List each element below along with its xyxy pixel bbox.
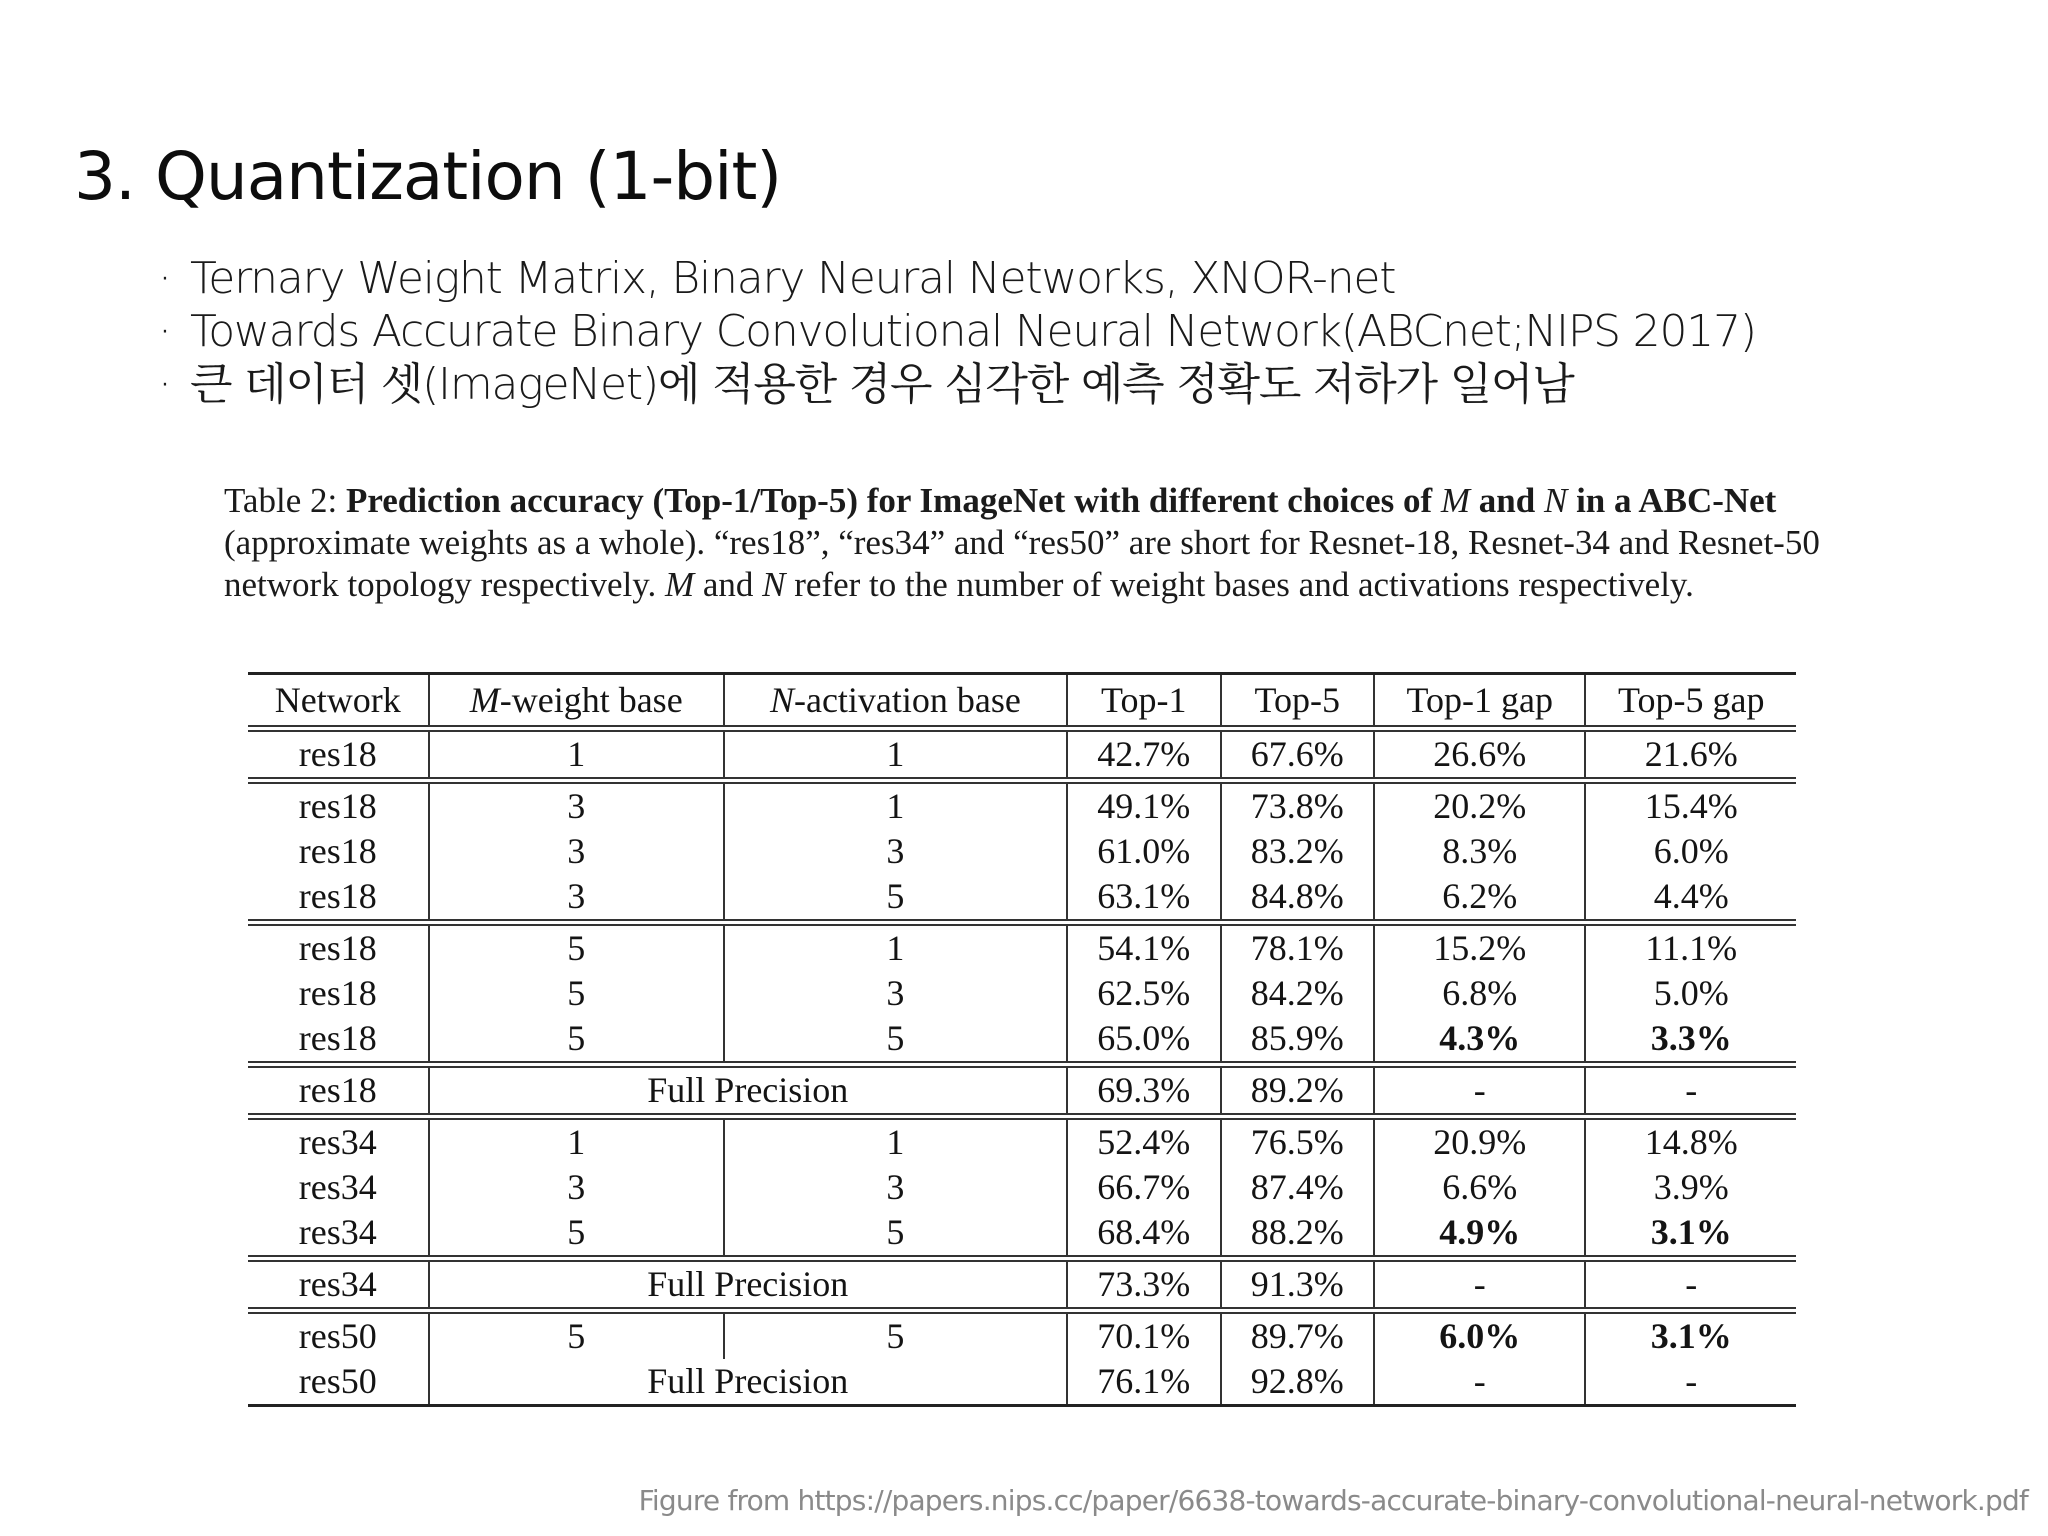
cell-top5-gap: - <box>1585 1359 1796 1406</box>
cell-top5-gap: 4.4% <box>1585 874 1796 923</box>
header-row <box>248 674 1796 729</box>
cell-top5-gap: 14.8% <box>1585 1117 1796 1166</box>
cell-top5-gap: 6.0% <box>1585 829 1796 874</box>
table-row <box>248 1311 1796 1360</box>
cell-top1: 66.7% <box>1067 1165 1221 1210</box>
cell-top1: 62.5% <box>1067 971 1221 1016</box>
results-table-wrapper <box>248 672 1796 1407</box>
cell-top5: 88.2% <box>1221 1210 1375 1259</box>
n-header-text: -activation base <box>793 679 1021 720</box>
bullet-list <box>158 252 1756 411</box>
m-header-text: -weight base <box>499 679 683 720</box>
cell-top1: 61.0% <box>1067 829 1221 874</box>
cell-n-activation-base: 5 <box>724 1016 1067 1065</box>
cell-top1: 49.1% <box>1067 781 1221 830</box>
table-group <box>248 923 1796 1065</box>
cell-network: res34 <box>298 1264 377 1304</box>
bullet-item <box>158 305 1756 358</box>
cell-n-activation-base: 5 <box>724 1311 1067 1360</box>
table-row <box>248 829 1796 874</box>
cell-top5: 78.1% <box>1221 923 1375 972</box>
table-group <box>248 781 1796 923</box>
cell-network: res18 <box>298 973 377 1013</box>
table-group <box>248 1065 1796 1117</box>
bullet-item <box>158 358 1756 411</box>
cell-top1-gap: - <box>1374 1065 1585 1117</box>
cell-top1-gap: - <box>1374 1259 1585 1311</box>
cell-m-weight-base: 3 <box>429 781 724 830</box>
cell-network: res18 <box>298 928 377 968</box>
table-group <box>248 1311 1796 1406</box>
cell-m-weight-base: 1 <box>429 729 724 781</box>
table-row <box>248 1065 1796 1117</box>
cell-n-activation-base: 1 <box>724 923 1067 972</box>
cell-full-precision: Full Precision <box>429 1359 1067 1406</box>
cell-top1: 54.1% <box>1067 923 1221 972</box>
cell-n-activation-base: 1 <box>724 1117 1067 1166</box>
col-top1-gap: Top-1 gap <box>1374 674 1585 729</box>
cell-top1: 42.7% <box>1067 729 1221 781</box>
cell-network: res18 <box>298 786 377 826</box>
bullet-dot-icon: · <box>158 253 171 304</box>
table-row <box>248 971 1796 1016</box>
table-row <box>248 1359 1796 1406</box>
cell-n-activation-base: 3 <box>724 971 1067 1016</box>
cell-top5: 84.8% <box>1221 874 1375 923</box>
cell-top1: 65.0% <box>1067 1016 1221 1065</box>
results-table <box>248 672 1796 1407</box>
cell-network: res34 <box>298 1122 377 1162</box>
cell-top5: 89.7% <box>1221 1311 1375 1360</box>
cell-top5: 92.8% <box>1221 1359 1375 1406</box>
bullet-text: 큰 데이터 셋(ImageNet)에 적용한 경우 심각한 예측 정확도 저하가 일어남 <box>190 359 1574 410</box>
cell-top5-gap: - <box>1585 1259 1796 1311</box>
cell-top1-gap: 6.8% <box>1374 971 1585 1016</box>
bullet-dot-icon: · <box>158 306 171 357</box>
cell-network: res18 <box>298 734 377 774</box>
cell-m-weight-base: 5 <box>429 1016 724 1065</box>
cell-top1: 73.3% <box>1067 1259 1221 1311</box>
col-m-weight-base <box>429 674 724 729</box>
caption-label: Table 2: <box>224 481 338 520</box>
table-row <box>248 1259 1796 1311</box>
cell-network: res18 <box>298 831 377 871</box>
cell-top5-gap: 3.1% <box>1585 1311 1796 1360</box>
m-variable: M <box>469 679 500 720</box>
caption-text-m: M <box>664 565 695 604</box>
cell-top1: 76.1% <box>1067 1359 1221 1406</box>
cell-n-activation-base: 1 <box>724 729 1067 781</box>
col-top5-gap: Top-5 gap <box>1585 674 1796 729</box>
cell-top1-gap: 8.3% <box>1374 829 1585 874</box>
cell-top5-gap: 5.0% <box>1585 971 1796 1016</box>
n-variable: N <box>769 679 794 720</box>
caption-bold-text: Prediction accuracy (Top-1/Top-5) for ImageNet with different choices of <box>345 481 1433 520</box>
cell-m-weight-base: 3 <box>429 874 724 923</box>
col-top1: Top-1 <box>1067 674 1221 729</box>
cell-top5: 87.4% <box>1221 1165 1375 1210</box>
table-group <box>248 1117 1796 1259</box>
cell-network: res18 <box>298 1018 377 1058</box>
cell-top1-gap: 15.2% <box>1374 923 1585 972</box>
table-row <box>248 781 1796 830</box>
cell-top1-gap: - <box>1374 1359 1585 1406</box>
cell-top1: 52.4% <box>1067 1117 1221 1166</box>
cell-m-weight-base: 5 <box>429 1311 724 1360</box>
cell-n-activation-base: 5 <box>724 874 1067 923</box>
bullet-text: Ternary Weight Matrix, Binary Neural Networks, XNOR-net <box>190 253 1396 304</box>
cell-top5-gap: - <box>1585 1065 1796 1117</box>
bullet-dot-icon: · <box>158 359 171 410</box>
cell-m-weight-base: 3 <box>429 1165 724 1210</box>
table-caption <box>224 480 1824 606</box>
cell-top5-gap: 11.1% <box>1585 923 1796 972</box>
cell-full-precision: Full Precision <box>429 1259 1067 1311</box>
cell-top5: 84.2% <box>1221 971 1375 1016</box>
cell-n-activation-base: 3 <box>724 829 1067 874</box>
cell-top5: 67.6% <box>1221 729 1375 781</box>
cell-network: res18 <box>298 876 377 916</box>
cell-n-activation-base: 3 <box>724 1165 1067 1210</box>
cell-network: res18 <box>298 1070 377 1110</box>
cell-top5: 73.8% <box>1221 781 1375 830</box>
cell-top1: 68.4% <box>1067 1210 1221 1259</box>
cell-top1-gap: 20.9% <box>1374 1117 1585 1166</box>
cell-top1-gap: 4.3% <box>1374 1016 1585 1065</box>
cell-top1: 69.3% <box>1067 1065 1221 1117</box>
caption-text-and: and <box>702 565 754 604</box>
col-top5: Top-5 <box>1221 674 1375 729</box>
cell-top1-gap: 4.9% <box>1374 1210 1585 1259</box>
cell-network: res34 <box>298 1212 377 1252</box>
cell-m-weight-base: 5 <box>429 1210 724 1259</box>
cell-top1-gap: 26.6% <box>1374 729 1585 781</box>
caption-var-n: N <box>1543 481 1568 520</box>
cell-top1-gap: 6.2% <box>1374 874 1585 923</box>
cell-n-activation-base: 1 <box>724 781 1067 830</box>
cell-network: res34 <box>298 1167 377 1207</box>
cell-m-weight-base: 3 <box>429 829 724 874</box>
cell-m-weight-base: 1 <box>429 1117 724 1166</box>
cell-n-activation-base: 5 <box>724 1210 1067 1259</box>
table-row <box>248 1210 1796 1259</box>
cell-top5: 85.9% <box>1221 1016 1375 1065</box>
cell-m-weight-base: 5 <box>429 923 724 972</box>
cell-top5: 89.2% <box>1221 1065 1375 1117</box>
cell-top5: 76.5% <box>1221 1117 1375 1166</box>
bullet-text: Towards Accurate Binary Convolutional Neural Network(ABCnet;NIPS 2017) <box>190 306 1756 357</box>
cell-top1-gap: 6.6% <box>1374 1165 1585 1210</box>
col-network: Network <box>248 674 429 729</box>
table-row <box>248 729 1796 781</box>
cell-network: res50 <box>298 1361 377 1401</box>
cell-top5: 83.2% <box>1221 829 1375 874</box>
cell-top5-gap: 21.6% <box>1585 729 1796 781</box>
caption-text-end: refer to the number of weight bases and activations respectively. <box>794 565 1694 604</box>
cell-full-precision: Full Precision <box>429 1065 1067 1117</box>
figure-source: Figure from https://papers.nips.cc/paper/6638-towards-accurate-binary-convolutional-neural-network.pdf <box>638 1484 2028 1517</box>
table-row <box>248 1165 1796 1210</box>
cell-top1-gap: 6.0% <box>1374 1311 1585 1360</box>
table-group <box>248 729 1796 781</box>
cell-top5-gap: 3.9% <box>1585 1165 1796 1210</box>
paper-figure <box>212 480 1822 1536</box>
cell-top1-gap: 20.2% <box>1374 781 1585 830</box>
caption-text: (approximate weights as a whole). “res18”, “res34” and “res50” are short for Resnet-18, Resnet-34 and Resnet-50 network topology respectively. <box>224 523 1820 604</box>
caption-bold-rest: in a ABC-Net <box>1576 481 1777 520</box>
cell-top5-gap: 3.3% <box>1585 1016 1796 1065</box>
col-n-activation-base <box>724 674 1067 729</box>
cell-top5: 91.3% <box>1221 1259 1375 1311</box>
table-row <box>248 874 1796 923</box>
table-row <box>248 1016 1796 1065</box>
table-row <box>248 923 1796 972</box>
slide-title: 3. Quantization (1-bit) <box>74 138 782 215</box>
cell-top1: 70.1% <box>1067 1311 1221 1360</box>
caption-text-n: N <box>762 565 786 604</box>
table-row <box>248 1117 1796 1166</box>
cell-top5-gap: 3.1% <box>1585 1210 1796 1259</box>
cell-top5-gap: 15.4% <box>1585 781 1796 830</box>
cell-m-weight-base: 5 <box>429 971 724 1016</box>
caption-var-m: M <box>1440 481 1471 520</box>
cell-network: res50 <box>298 1316 377 1356</box>
caption-and: and <box>1478 481 1536 520</box>
cell-top1: 63.1% <box>1067 874 1221 923</box>
bullet-item <box>158 252 1756 305</box>
table-group <box>248 1259 1796 1311</box>
